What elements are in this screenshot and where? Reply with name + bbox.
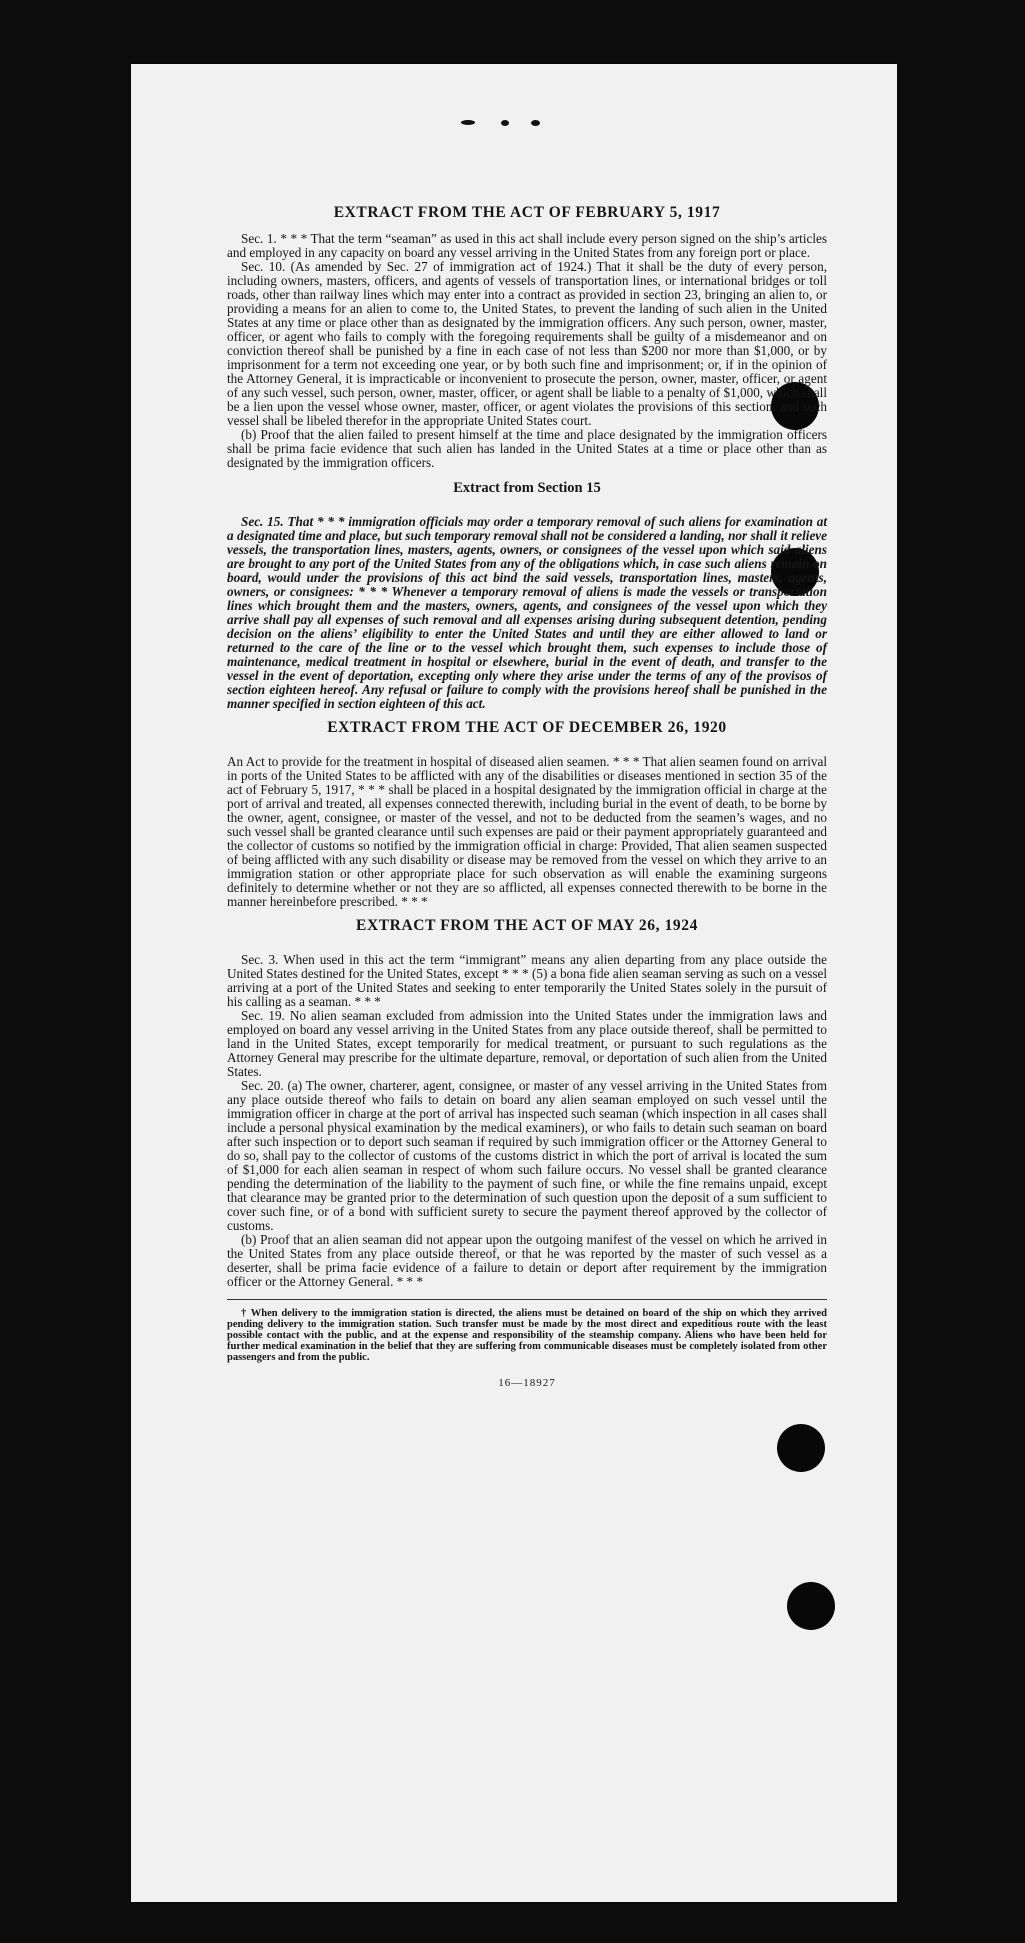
paragraph-sec-10-b: (b) Proof that the alien failed to present himself at the time and place designated by the immigration officers shall be prima facie evidence that such alien has landed in the United States at a time or place other than as designated by the immigration officers. <box>227 427 827 470</box>
ink-speck <box>501 120 509 126</box>
footnote: † When delivery to the immigration station is directed, the aliens must be detained on board of the ship on which they arrived pending delivery to the immigration station. Such transfer must be made by the most direct and expeditious route with the least possible contact with the public, and at the expense and responsibility of the steamship company. Aliens who have been held for further medical examination in the belief that they are suffering from communicable diseases must be completely isolated from other passengers and from the public. <box>227 1308 827 1363</box>
footnote-divider <box>227 1299 827 1300</box>
heading-act-1920: EXTRACT FROM THE ACT OF DECEMBER 26, 1920 <box>327 719 727 736</box>
document-body <box>227 204 827 1389</box>
heading-act-1917: EXTRACT FROM THE ACT OF FEBRUARY 5, 1917 <box>333 204 721 221</box>
heading-section-15: Extract from Section 15 <box>453 480 601 496</box>
paragraph-act-1920: An Act to provide for the treatment in hospital of diseased alien seamen. * * * That alien seamen found on arrival in ports of the United States to be afflicted with any of the disabilities or diseases mentioned in section 35 of the act of February 5, 1917, * * * shall be placed in a hospital designated by the immigration official in charge at the port of arrival and treated, all expenses connected therewith, including burial in the event of death, to be borne by the owner, agent, consignee, or master of the vessel, and not to be deducted from the seamen’s wages, and no such vessel shall be granted clearance until such expenses are paid or their payment appropriately guaranteed and the collector of customs so notified by the immigration official in charge: Provided, That alien seamen suspected of being afflicted with any such disability or disease may be removed from the vessel on which they arrive to an immigration station or other appropriate place for such observation as will enable the examining surgeons definitely to determine whether or not they are so afflicted, all expenses connected therewith to be borne in the manner hereinbefore prescribed. * * * <box>227 754 827 909</box>
paragraph-sec-10: Sec. 10. (As amended by Sec. 27 of immigration act of 1924.) That it shall be the duty of every person, including owners, masters, officers, and agents of vessels of transportation lines, or international bridges or toll roads, other than railway lines which may enter into a contract as provided in section 23, bringing an alien to, or providing a means for an alien to come to, the United States, to prevent the landing of such alien in the United States at any time or place other than as designated by the immigration officers. Any such person, owner, master, officer, or agent who fails to comply with the foregoing requirements shall be guilty of a misdemeanor and on conviction thereof shall be punished by a fine in each case of not less than $200 nor more than $1,000, or by imprisonment for a term not exceeding one year, or by both such fine and imprisonment; or, if in the opinion of the Attorney General, it is impracticable or inconvenient to prosecute the person, owner, master, officer, or agent of any such vessel, such person, owner, master, officer, or agent shall be liable to a penalty of $1,000, which shall be a lien upon the vessel whose owner, master, officer, or agent violates the provisions of this section, and such vessel shall be libeled therefor in the appropriate United States court. <box>227 259 827 428</box>
paragraph-sec-15: Sec. 15. That * * * immigration officials may order a temporary removal of such aliens for examination at a designated time and place, but such temporary removal shall not be considered a landing, nor shall it relieve vessels, the transportation lines, masters, agents, owners, or consignees of the vessel upon which said aliens are brought to any port of the United States from any of the obligations which, in case such aliens remain on board, would under the provisions of this act bind the said vessels, transportation lines, masters, agents, owners, or consignees: * * * Whenever a temporary removal of aliens is made the vessels or transportation lines which brought them and the masters, owners, agents, and consignees of the vessel upon which they arrive shall pay all expenses of such removal and all expenses arising during subsequent detention, pending decision on the aliens’ eligibility to enter the United States and until they are either allowed to land or returned to the care of the line or to the vessel which brought them, such expenses to include those of maintenance, medical treatment in hospital or elsewhere, burial in the event of death, and transfer to the vessel in the event of deportation, excepting only where they arise under the terms of any of the provisos of section eighteen hereof. Any refusal or failure to comply with the provisions hereof shall be punished in the manner specified in section eighteen of this act. <box>227 514 827 711</box>
punch-hole <box>787 1582 835 1630</box>
paragraph-sec-19: Sec. 19. No alien seaman excluded from admission into the United States under the immigration laws and employed on board any vessel arriving in the United States from any place outside thereof, shall be permitted to land in the United States, except temporarily for medical treatment, or pursuant to such regulations as the Attorney General may prescribe for the ultimate departure, removal, or deportation of such alien from the United States. <box>227 1008 827 1079</box>
paragraph-sec-3: Sec. 3. When used in this act the term “immigrant” means any alien departing from any place outside the United States destined for the United States, except * * * (5) a bona fide alien seaman serving as such on a vessel arriving at a port of the United States and seeking to enter temporarily the United States solely in the pursuit of his calling as a seaman. * * * <box>227 952 827 1009</box>
ink-speck <box>461 120 475 125</box>
document-page <box>131 64 897 1902</box>
form-number: 16—18927 <box>498 1377 556 1389</box>
paragraph-sec-1: Sec. 1. * * * That the term “seaman” as used in this act shall include every person signed on the ship’s articles and employed in any capacity on board any vessel arriving in the United States from any foreign port or place. <box>227 231 827 260</box>
punch-hole <box>777 1424 825 1472</box>
ink-speck <box>531 120 540 126</box>
paragraph-sec-20-b: (b) Proof that an alien seaman did not appear upon the outgoing manifest of the vessel on which he arrived in the United States from any place outside thereof, or that he was reported by the master of such vessel as a deserter, shall be prima facie evidence of a failure to detain or deport after requirement by the immigration officer or the Attorney General. * * * <box>227 1232 827 1289</box>
paragraph-sec-20-a: Sec. 20. (a) The owner, charterer, agent, consignee, or master of any vessel arriving in the United States from any place outside thereof who fails to detain on board any alien seaman employed on such vessel until the immigration officer in charge at the port of arrival has inspected such seaman (which inspection in all cases shall include a personal physical examination by the medical examiners), or who fails to detain such seaman on board after such inspection or to deport such seaman if required by such immigration officer or the Attorney General to do so, shall pay to the collector of customs of the customs district in which the port of arrival is located the sum of $1,000 for each alien seaman in respect of whom such failure occurs. No vessel shall be granted clearance pending the determination of the liability to the payment of such fine, or while the fine remains unpaid, except that clearance may be granted prior to the determination of such question upon the deposit of a sum sufficient to cover such fine, or of a bond with sufficient surety to secure the payment thereof approved by the collector of customs. <box>227 1078 827 1233</box>
heading-act-1924: EXTRACT FROM THE ACT OF MAY 26, 1924 <box>356 917 698 934</box>
